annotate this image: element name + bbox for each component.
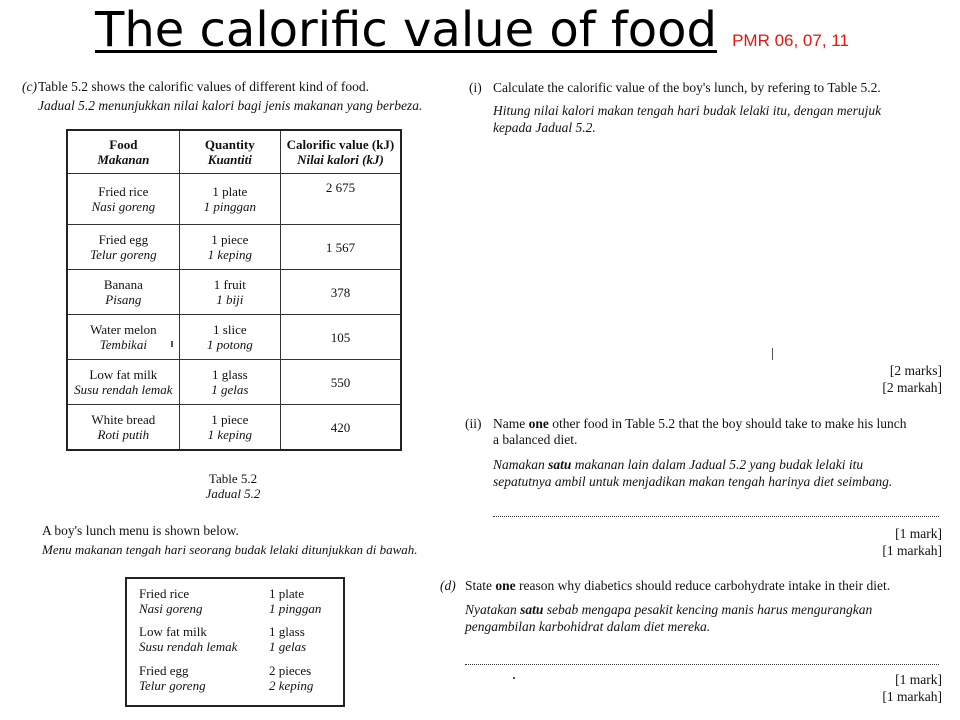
menu-qty [269, 586, 349, 616]
table-row [67, 174, 401, 225]
value: 2 675 [325, 180, 356, 195]
q-ii-en-line-1 [493, 416, 906, 432]
qty-en: 1 glass [211, 367, 248, 382]
table-caption-en: Table 5.2 [208, 471, 258, 486]
menu-qty-ms: 1 gelas [269, 639, 307, 654]
part-d-ms-line-1 [465, 602, 872, 618]
part-d-ms-line-2: pengambilan karbohidrat dalam diet mereka. [465, 619, 711, 634]
part-d-ms-pre: Nyatakan [465, 602, 521, 617]
lunch-intro-en: A boy's lunch menu is shown below. [42, 523, 239, 538]
table-caption-ms: Jadual 5.2 [205, 486, 261, 501]
q-ii-en-pre: Name [493, 416, 529, 431]
header-calorific-value [280, 130, 401, 174]
table-caption [200, 471, 266, 501]
part-d-marks-ms: [1 markah] [882, 689, 942, 704]
food-en: Low fat milk [89, 367, 158, 382]
qty-en: 1 slice [213, 322, 247, 337]
table-row [67, 315, 401, 360]
food-cell [67, 405, 179, 451]
part-d-ms-post: sebab mengapa pesakit kencing manis harus mengurangkan [543, 602, 873, 617]
food-en: Water melon [90, 322, 157, 337]
value-cell [280, 174, 401, 225]
qty-ms: 1 keping [207, 427, 253, 442]
value-cell [280, 225, 401, 270]
q-i-ms-1: Hitung nilai kalori makan tengah hari budak lelaki itu, dengan merujuk [493, 103, 882, 118]
scan-speck [513, 677, 515, 679]
q-ii-marks-ms: [1 markah] [882, 543, 942, 558]
qty-ms: 1 keping [207, 247, 253, 262]
menu-qty-en: 1 glass [269, 624, 305, 639]
part-d-en-pre: State [465, 578, 496, 593]
quantity-cell [179, 270, 280, 315]
menu-food-en: Low fat milk [139, 624, 207, 639]
part-d-en-bold: one [495, 578, 516, 593]
quantity-cell [179, 174, 280, 225]
quantity-cell [179, 315, 280, 360]
food-en: White bread [91, 412, 156, 427]
part-c-intro-ms: Jadual 5.2 menunjukkan nilai kalori bagi jenis makanan yang berbeza. [38, 98, 423, 113]
header-food [67, 130, 179, 174]
food-ms: Pisang [105, 292, 142, 307]
header-value-en: Calorific value (kJ) [286, 137, 395, 152]
food-cell [67, 315, 179, 360]
qty-ms: 1 gelas [211, 382, 249, 397]
menu-food [139, 586, 269, 616]
q-ii-en-line-2: a balanced diet. [493, 432, 578, 447]
header-quantity-en: Quantity [204, 137, 255, 152]
quantity-cell [179, 360, 280, 405]
value: 378 [330, 284, 351, 300]
q-i-label: (i) [469, 80, 482, 95]
title-sub: PMR 06, 07, 11 [732, 31, 849, 50]
table-row [67, 405, 401, 451]
food-ms: Susu rendah lemak [74, 382, 173, 397]
qty-en: 1 piece [211, 412, 249, 427]
menu-food-ms: Telur goreng [139, 678, 206, 693]
food-cell [67, 174, 179, 225]
header-food-en: Food [109, 137, 138, 152]
qty-ms: 1 potong [206, 337, 253, 352]
menu-qty-en: 1 plate [269, 586, 305, 601]
qty-ms: 1 pinggan [203, 199, 257, 214]
value-cell [280, 405, 401, 451]
q-i-marks-en: [2 marks] [889, 363, 942, 378]
menu-qty-en: 2 pieces [269, 663, 312, 678]
menu-food [139, 624, 269, 654]
value-cell [280, 360, 401, 405]
header-quantity [179, 130, 280, 174]
part-c-label: (c) [22, 79, 37, 94]
q-ii-label: (ii) [465, 416, 482, 431]
qty-en: 1 piece [211, 232, 249, 247]
q-ii-ms-line-1 [493, 457, 863, 473]
food-cell [67, 225, 179, 270]
food-en: Banana [103, 277, 143, 292]
value-cell [280, 270, 401, 315]
food-ms: Nasi goreng [91, 199, 156, 214]
menu-qty [269, 624, 349, 654]
value: 420 [330, 419, 351, 435]
value-cell [280, 315, 401, 360]
q-ii-en-bold: one [528, 416, 549, 431]
calorific-value-table [66, 129, 402, 451]
scan-speck [171, 341, 173, 347]
food-cell [67, 270, 179, 315]
q-ii-ms-bold: satu [548, 457, 572, 472]
menu-food [139, 663, 269, 693]
menu-food-ms: Nasi goreng [139, 601, 203, 616]
value: 550 [330, 374, 351, 390]
q-ii-marks-en: [1 mark] [895, 526, 942, 541]
q-ii-answer-line[interactable] [493, 516, 939, 517]
q-ii-en-post: other food in Table 5.2 that the boy should take to make his lunch [548, 416, 907, 431]
title-main: The calorific value of food [95, 2, 717, 58]
menu-food-en: Fried rice [139, 586, 190, 601]
menu-qty [269, 663, 349, 693]
quantity-cell [179, 225, 280, 270]
menu-qty-ms: 2 keping [269, 678, 314, 693]
food-en: Fried rice [98, 184, 149, 199]
header-food-ms: Makanan [97, 152, 150, 167]
part-d-label: (d) [440, 578, 456, 593]
table-header-row [67, 130, 401, 174]
food-en: Fried egg [98, 232, 149, 247]
q-ii-ms-pre: Namakan [493, 457, 549, 472]
part-d-ms-bold: satu [520, 602, 544, 617]
table-row [67, 225, 401, 270]
menu-qty-ms: 1 pinggan [269, 601, 322, 616]
q-i-ms-2: kepada Jadual 5.2. [493, 120, 596, 135]
food-ms: Telur goreng [90, 247, 157, 262]
lunch-menu-box [125, 577, 345, 707]
q-i-marks-ms: [2 markah] [882, 380, 942, 395]
header-value-ms: Nilai kalori (kJ) [297, 152, 384, 167]
qty-en: 1 fruit [213, 277, 246, 292]
food-cell [67, 360, 179, 405]
lunch-intro-ms: Menu makanan tengah hari seorang budak lelaki ditunjukkan di bawah. [42, 542, 418, 557]
qty-en: 1 plate [212, 184, 248, 199]
slide-title [95, 2, 849, 58]
menu-food-ms: Susu rendah lemak [139, 639, 238, 654]
q-i-en: Calculate the calorific value of the boy's lunch, by refering to Table 5.2. [493, 80, 881, 95]
part-d-en [465, 578, 890, 594]
table-row [67, 270, 401, 315]
quantity-cell [179, 405, 280, 451]
q-ii-ms-post: makanan lain dalam Jadual 5.2 yang budak lelaki itu [571, 457, 864, 472]
value: 105 [330, 329, 351, 345]
menu-food-en: Fried egg [139, 663, 189, 678]
value: 1 567 [325, 239, 356, 255]
qty-ms: 1 biji [216, 292, 244, 307]
part-c-intro-en: Table 5.2 shows the calorific values of different kind of food. [38, 79, 369, 94]
part-d-en-post: reason why diabetics should reduce carbohydrate intake in their diet. [515, 578, 891, 593]
header-quantity-ms: Kuantiti [207, 152, 252, 167]
part-d-answer-line[interactable] [465, 664, 939, 665]
table-row [67, 360, 401, 405]
scan-speck [772, 348, 773, 360]
part-d-marks-en: [1 mark] [895, 672, 942, 687]
food-ms: Roti putih [97, 427, 150, 442]
food-ms: Tembikai [99, 337, 147, 352]
q-ii-ms-line-2: sepatutnya ambil untuk menjadikan makan tengah harinya diet seimbang. [493, 474, 893, 489]
